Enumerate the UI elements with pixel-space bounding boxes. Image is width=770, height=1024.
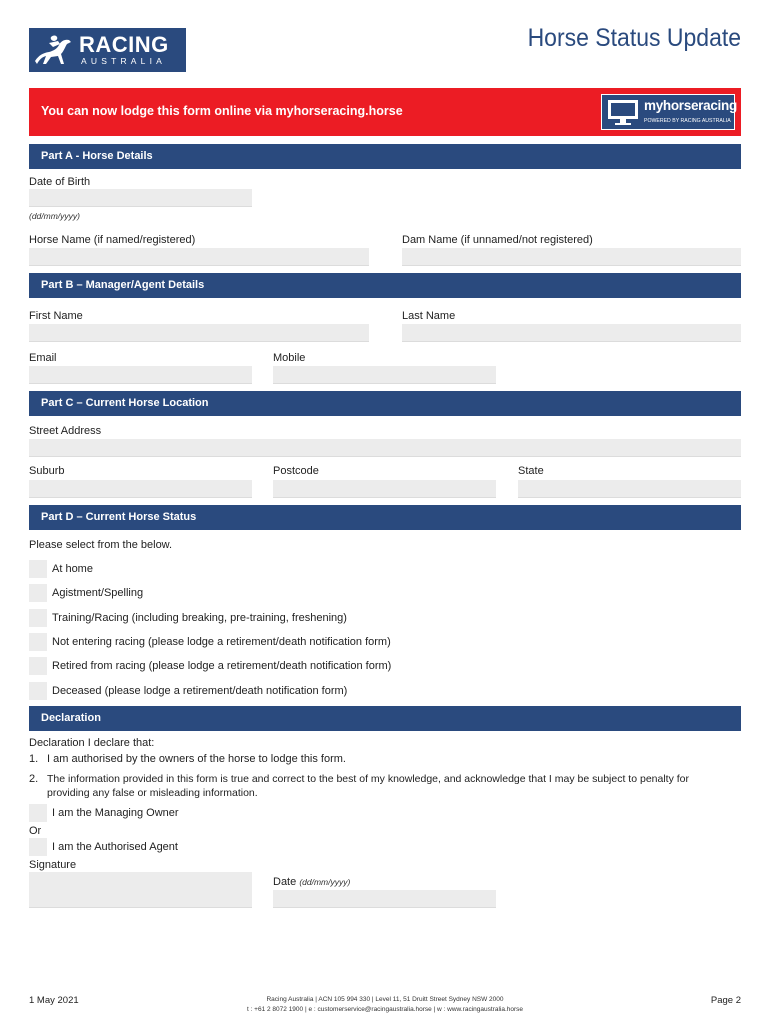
page-number: Page 2: [710, 995, 741, 1006]
footer-contact: [0, 995, 770, 1015]
last-name-field[interactable]: [402, 324, 741, 342]
banner-text: You can now lodge this form online via myhorseracing.horse: [41, 104, 403, 118]
declaration-date-field[interactable]: [273, 890, 496, 908]
date-hint: (dd/mm/yyyy): [299, 877, 351, 887]
status-not-entering-checkbox[interactable]: [29, 633, 47, 651]
state-label: State: [518, 465, 544, 477]
declaration-item2-line1: The information provided in this form is true and correct to the best of my knowledge, and acknowledge that I may be subject to penalty for: [47, 773, 690, 785]
authorised-agent-label: I am the Authorised Agent: [52, 841, 178, 853]
mobile-label: Mobile: [273, 352, 306, 364]
part-b-header: Part B – Manager/Agent Details: [29, 273, 741, 298]
status-training-checkbox[interactable]: [29, 609, 47, 627]
status-deceased-checkbox[interactable]: [29, 682, 47, 700]
footer-address: Racing Australia | ACN 105 994 330 | Level 11, 51 Druitt Street Sydney NSW 2000: [266, 996, 504, 1003]
horse-name-label: Horse Name (if named/registered): [29, 234, 196, 246]
status-agistment-label: Agistment/Spelling: [52, 587, 144, 599]
part-a-header: Part A - Horse Details: [29, 144, 741, 169]
part-d-header: Part D – Current Horse Status: [29, 505, 741, 530]
status-training-label: Training/Racing (including breaking, pre-training, freshening): [52, 612, 347, 624]
status-retired-checkbox[interactable]: [29, 657, 47, 675]
page-title: Horse Status Update: [527, 24, 741, 52]
dob-hint: (dd/mm/yyyy): [29, 211, 80, 221]
street-address-label: Street Address: [29, 425, 102, 437]
myhorseracing-tagline: POWERED BY RACING AUSTRALIA: [644, 118, 731, 124]
suburb-field[interactable]: [29, 480, 252, 498]
email-label: Email: [29, 352, 57, 364]
street-address-field[interactable]: [29, 439, 741, 457]
postcode-label: Postcode: [273, 465, 319, 477]
declaration-intro: Declaration I declare that:: [29, 737, 155, 749]
part-c-header: Part C – Current Horse Location: [29, 391, 741, 416]
state-field[interactable]: [518, 480, 741, 498]
footer-contact-details: t : +61 2 8072 1900 | e : customerservice@racingaustralia.horse | w : www.racingaustralia.horse: [246, 1006, 524, 1013]
racing-australia-logo: [29, 28, 186, 72]
authorised-agent-checkbox[interactable]: [29, 838, 47, 856]
declaration-item2-number: 2.: [29, 773, 39, 785]
declaration-item1: I am authorised by the owners of the horse to lodge this form.: [47, 753, 346, 765]
dam-name-field[interactable]: [402, 248, 741, 266]
signature-field[interactable]: [29, 872, 252, 908]
monitor-icon: [606, 98, 640, 128]
dob-field[interactable]: [29, 189, 252, 207]
status-retired-label: Retired from racing (please lodge a retirement/death notification form): [52, 660, 392, 672]
status-deceased-label: Deceased (please lodge a retirement/death notification form): [52, 685, 348, 697]
suburb-label: Suburb: [29, 465, 65, 477]
online-lodgement-banner: [29, 88, 741, 136]
managing-owner-label: I am the Managing Owner: [52, 807, 179, 819]
or-text: Or: [29, 825, 42, 837]
logo-australia-text: AUSTRALIA: [81, 56, 167, 66]
myhorseracing-logo: [601, 94, 735, 130]
date-label-text: Date: [273, 876, 297, 888]
horse-name-field[interactable]: [29, 248, 369, 266]
mobile-field[interactable]: [273, 366, 496, 384]
status-instruction: Please select from the below.: [29, 539, 173, 551]
status-at-home-checkbox[interactable]: [29, 560, 47, 578]
status-agistment-checkbox[interactable]: [29, 584, 47, 602]
first-name-field[interactable]: [29, 324, 369, 342]
email-field[interactable]: [29, 366, 252, 384]
last-name-label: Last Name: [402, 310, 456, 322]
dam-name-label: Dam Name (if unnamed/not registered): [402, 234, 593, 246]
declaration-item2-line2: providing any false or misleading information.: [47, 787, 258, 799]
signature-label: Signature: [29, 859, 77, 871]
declaration-header: Declaration: [29, 706, 741, 731]
dob-label: Date of Birth: [29, 176, 91, 188]
declaration-item1-number: 1.: [29, 753, 39, 765]
myhorseracing-name: myhorseracing: [644, 98, 737, 113]
managing-owner-checkbox[interactable]: [29, 804, 47, 822]
status-not-entering-label: Not entering racing (please lodge a retirement/death notification form): [52, 636, 391, 648]
date-label: [273, 876, 350, 888]
logo-racing-text: RACING: [79, 32, 169, 57]
status-at-home-label: At home: [52, 563, 93, 575]
footer-date: 1 May 2021: [29, 995, 79, 1006]
jockey-horse-icon: [31, 31, 73, 69]
first-name-label: First Name: [29, 310, 83, 322]
postcode-field[interactable]: [273, 480, 496, 498]
